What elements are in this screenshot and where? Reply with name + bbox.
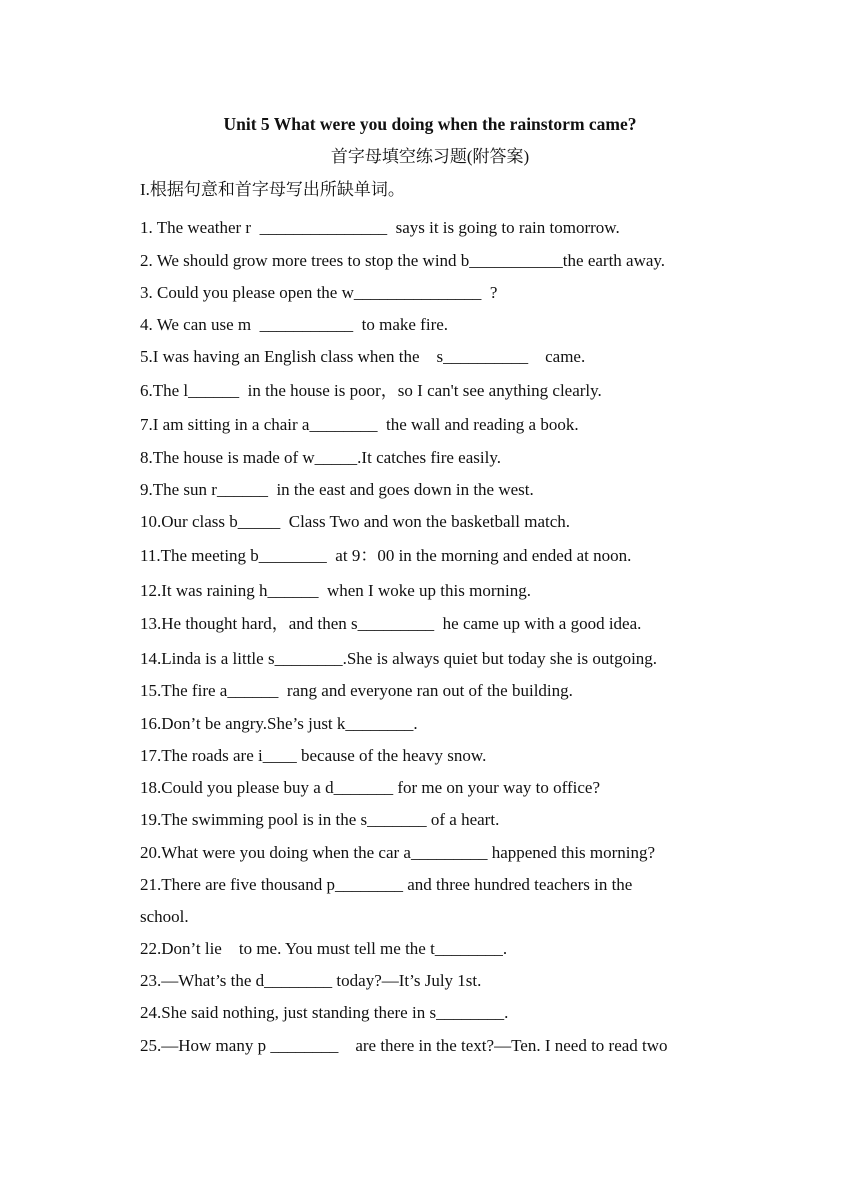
exercise-line: 2. We should grow more trees to stop the wind b___________the earth away.: [140, 251, 666, 270]
exercise-line: 14.Linda is a little s________.She is always quiet but today she is outgoing.: [140, 649, 658, 668]
exercise-line: 25.—How many p ________ are there in the text?—Ten. I need to read two: [140, 1036, 668, 1055]
exercise-line: 21.There are five thousand p________ and three hundred teachers in the: [140, 875, 633, 894]
exercise-line: 17.The roads are i____ because of the heavy snow.: [140, 746, 487, 765]
exercise-line: 12.It was raining h______ when I woke up this morning.: [140, 581, 531, 600]
exercise-line: 15.The fire a______ rang and everyone ran out of the building.: [140, 681, 573, 700]
exercise-line: 9.The sun r______ in the east and goes down in the west.: [140, 480, 534, 499]
exercise-line: 6.The l______ in the house is poor，so I can't see anything clearly.: [140, 381, 602, 400]
exercise-line: 16.Don’t be angry.She’s just k________.: [140, 714, 418, 733]
exercise-line: 5.I was having an English class when the s__________ came.: [140, 347, 586, 366]
exercise-line: school.: [140, 907, 189, 926]
exercise-line: 4. We can use m ___________ to make fire.: [140, 315, 449, 334]
document-title: Unit 5 What were you doing when the rainstorm came?: [223, 114, 637, 134]
exercise-line: 13.He thought hard，and then s_________ he came up with a good idea.: [140, 614, 642, 633]
exercise-line: 7.I am sitting in a chair a________ the wall and reading a book.: [140, 415, 579, 434]
document-subtitle: 首字母填空练习题(附答案): [330, 147, 530, 166]
exercise-line: 8.The house is made of w_____.It catches fire easily.: [140, 448, 501, 467]
exercise-line: 19.The swimming pool is in the s_______ of a heart.: [140, 810, 500, 829]
exercise-line: 1. The weather r _______________ says it is going to rain tomorrow.: [140, 218, 620, 237]
exercise-line: 23.—What’s the d________ today?—It’s July 1st.: [140, 971, 482, 990]
exercise-line: 10.Our class b_____ Class Two and won the basketball match.: [140, 512, 571, 531]
exercise-line: 18.Could you please buy a d_______ for me on your way to office?: [140, 778, 601, 797]
exercise-line: 11.The meeting b________ at 9：00 in the morning and ended at noon.: [140, 546, 632, 565]
exercise-line: 24.She said nothing, just standing there in s________.: [140, 1003, 509, 1022]
exercise-line: 20.What were you doing when the car a_________ happened this morning?: [140, 843, 656, 862]
exercise-line: 22.Don’t lie to me. You must tell me the t________.: [140, 939, 508, 958]
section-heading: I.根据句意和首字母写出所缺单词。: [140, 180, 405, 199]
exercise-line: 3. Could you please open the w_______________ ?: [140, 283, 498, 302]
